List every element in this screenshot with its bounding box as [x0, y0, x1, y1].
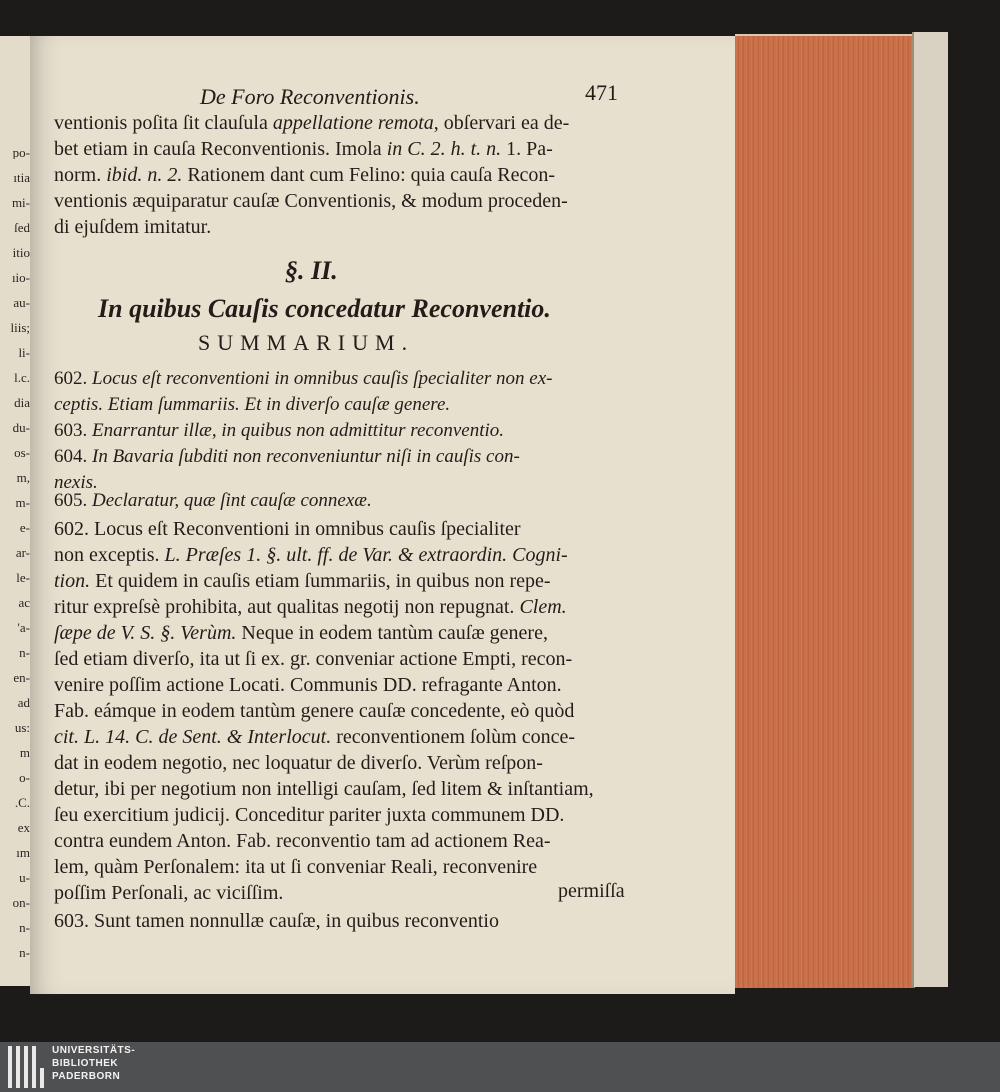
left-margin-fragment: ım	[16, 846, 30, 859]
text-run: 605.	[54, 490, 92, 511]
left-margin-fragment: o-	[19, 771, 30, 784]
text-run: cit. L. 14. C. de Sent. & Interlocut.	[54, 726, 332, 748]
body-line	[54, 596, 567, 619]
text-run: ceptis. Etiam ſummariis. Et in diverſo cauſæ genere.	[54, 394, 451, 415]
left-margin-fragment: au-	[13, 296, 30, 309]
body-line	[54, 726, 575, 749]
left-margin-fragment: en-	[13, 671, 30, 684]
section-title: In quibus Cauſis concedatur Reconventio.	[98, 294, 551, 323]
summary-line	[54, 490, 372, 512]
left-margin-fragment: m-	[15, 496, 30, 509]
text-run: 603. Sunt tamen nonnullæ cauſæ, in quibus reconventio	[54, 910, 499, 932]
left-margin-fragment: ad	[17, 696, 30, 709]
left-margin-fragment: m,	[16, 471, 30, 484]
left-margin-fragment: liis;	[10, 321, 30, 334]
footer-line-1: UNIVERSITÄTS-	[52, 1045, 136, 1056]
body-line	[54, 910, 499, 933]
body-line	[54, 804, 564, 827]
body-line	[54, 544, 568, 567]
left-margin-fragment: ex	[17, 821, 30, 834]
body-line	[54, 882, 283, 905]
left-margin-fragment: ıio-	[11, 271, 30, 284]
body-line	[54, 518, 521, 541]
text-line	[54, 164, 555, 187]
left-margin-fragment: e-	[19, 521, 30, 534]
text-run: ventionis poſita ſit clauſula	[54, 112, 273, 134]
text-run: tion.	[54, 570, 91, 592]
body-line	[54, 856, 537, 879]
text-run: ibid. n. 2.	[106, 164, 183, 186]
footer-line-3: PADERBORN	[52, 1071, 121, 1082]
text-line	[54, 216, 211, 239]
page-number: 471	[585, 80, 618, 105]
catchword: permiſſa	[558, 880, 625, 902]
left-page-edge	[0, 36, 32, 986]
left-margin-fragment: ac	[18, 596, 30, 609]
page-block-edge	[735, 34, 915, 988]
text-line	[54, 190, 568, 213]
text-run: 1. Pa-	[501, 138, 553, 160]
left-margin-fragment: u-	[19, 871, 30, 884]
text-run: lem, quàm Perſonalem: ita ut ſi conveniar Reali, reconvenire	[54, 856, 538, 878]
left-margin-fragment: 'a-	[17, 621, 30, 634]
text-run: , obſervari ea de-	[433, 112, 570, 134]
text-run: ſed etiam diverſo, ita ut ſi ex. gr. conveniar actione Empti, recon-	[54, 648, 573, 670]
text-line	[54, 112, 569, 135]
text-run: Declaratur, quæ ſint cauſæ connexæ.	[92, 490, 372, 511]
running-head: De Foro Reconventionis.	[200, 84, 420, 109]
left-margin-fragment: li-	[18, 346, 30, 359]
left-margin-fragment: n-	[19, 946, 30, 959]
section-mark: §. II.	[285, 256, 338, 285]
text-run: norm.	[54, 164, 107, 186]
text-run: appellatione remota	[272, 112, 434, 134]
summary-line	[54, 420, 504, 442]
body-line	[54, 648, 572, 671]
text-run: 604.	[54, 446, 92, 467]
text-run: Clem.	[519, 596, 567, 618]
summary-line	[54, 446, 520, 468]
footer-line-2: BIBLIOTHEK	[52, 1058, 119, 1069]
left-margin-fragment: os-	[14, 446, 30, 459]
text-run: Fab. eámque in eodem tantùm genere cauſæ concedente, eò quòd	[54, 700, 575, 722]
left-margin-fragment: m	[19, 746, 30, 759]
body-line	[54, 570, 551, 593]
text-run: in C. 2. h. t. n.	[386, 138, 502, 160]
body-line	[54, 830, 551, 853]
text-run: ventionis æquiparatur cauſæ Conventionis, & modum proceden-	[54, 190, 568, 212]
book-cover	[912, 32, 948, 987]
text-run: ritur expreſsè prohibita, aut qualitas negotij non repugnat.	[54, 596, 520, 618]
text-run: ſeu exercitium judicij. Conceditur pariter juxta communem DD.	[54, 804, 565, 826]
left-margin-fragment: l.c.	[14, 371, 30, 384]
text-run: Locus eſt reconventioni in omnibus cauſis ſpecialiter non ex-	[92, 368, 553, 389]
text-run: 602.	[54, 368, 92, 389]
left-margin-fragment: .C.	[14, 796, 30, 809]
left-margin-fragment: itio	[12, 246, 30, 259]
text-run: Rationem dant cum Felino: quia cauſa Recon-	[182, 164, 556, 186]
text-run: In Bavaria ſubditi non reconveniuntur niſi in cauſis con-	[92, 446, 520, 467]
summarium-label: SUMMARIUM.	[198, 330, 415, 355]
text-run: 602. Locus eſt Reconventioni in omnibus cauſis ſpecialiter	[54, 518, 521, 540]
left-margin-fragment: dia	[14, 396, 30, 409]
body-line	[54, 778, 594, 801]
text-run: detur, ibi per negotium non intelligi cauſam, ſed litem & inſtantiam,	[54, 778, 594, 800]
text-run: Neque in eodem tantùm cauſæ genere,	[236, 622, 548, 644]
text-run: L. Præſes 1. §. ult. ff. de Var. & extraordin. Cogni-	[164, 544, 568, 566]
left-margin-fragment: n-	[19, 646, 30, 659]
text-run: nexis.	[54, 472, 98, 493]
left-margin-fragment: le-	[16, 571, 30, 584]
text-run: poſſim Perſonali, ac viciſſim.	[54, 882, 284, 904]
body-line	[54, 752, 543, 775]
left-margin-fragment: ıtia	[13, 171, 30, 184]
footer-bar	[0, 1042, 1000, 1092]
text-run: bet etiam in cauſa Reconventionis. Imola	[54, 138, 387, 160]
left-margin-fragment: mi-	[11, 196, 30, 209]
text-run: non exceptis.	[54, 544, 165, 566]
library-logo-icon	[8, 1046, 48, 1088]
text-run: Et quidem in cauſis etiam ſummariis, in quibus non repe-	[90, 570, 551, 592]
left-margin-fragment: n-	[19, 921, 30, 934]
text-run: dat in eodem negotio, nec loquatur de diverſo. Verùm reſpon-	[54, 752, 543, 774]
text-run: ſæpe de V. S. §. Verùm.	[54, 622, 237, 644]
left-margin-fragment: po-	[12, 146, 30, 159]
summary-line	[54, 394, 450, 416]
text-line	[54, 138, 553, 161]
body-line	[54, 622, 548, 645]
text-run: reconventionem ſolùm conce-	[331, 726, 575, 748]
left-margin-fragment: ſed	[14, 221, 30, 234]
body-line	[54, 700, 574, 723]
text-run: contra eundem Anton. Fab. reconventio tam ad actionem Rea-	[54, 830, 551, 852]
text-run: di ejuſdem imitatur.	[54, 216, 212, 238]
text-run: 603.	[54, 420, 92, 441]
body-line	[54, 674, 562, 697]
summary-line	[54, 368, 552, 390]
left-margin-fragment: ar-	[15, 546, 30, 559]
left-margin-fragment: on-	[12, 896, 30, 909]
text-run: Enarrantur illæ, in quibus non admittitur reconventio.	[92, 420, 505, 441]
text-run: venire poſſim actione Locati. Communis DD. refragante Anton.	[54, 674, 562, 696]
left-margin-fragment: us:	[14, 721, 30, 734]
left-margin-fragment: du-	[12, 421, 30, 434]
